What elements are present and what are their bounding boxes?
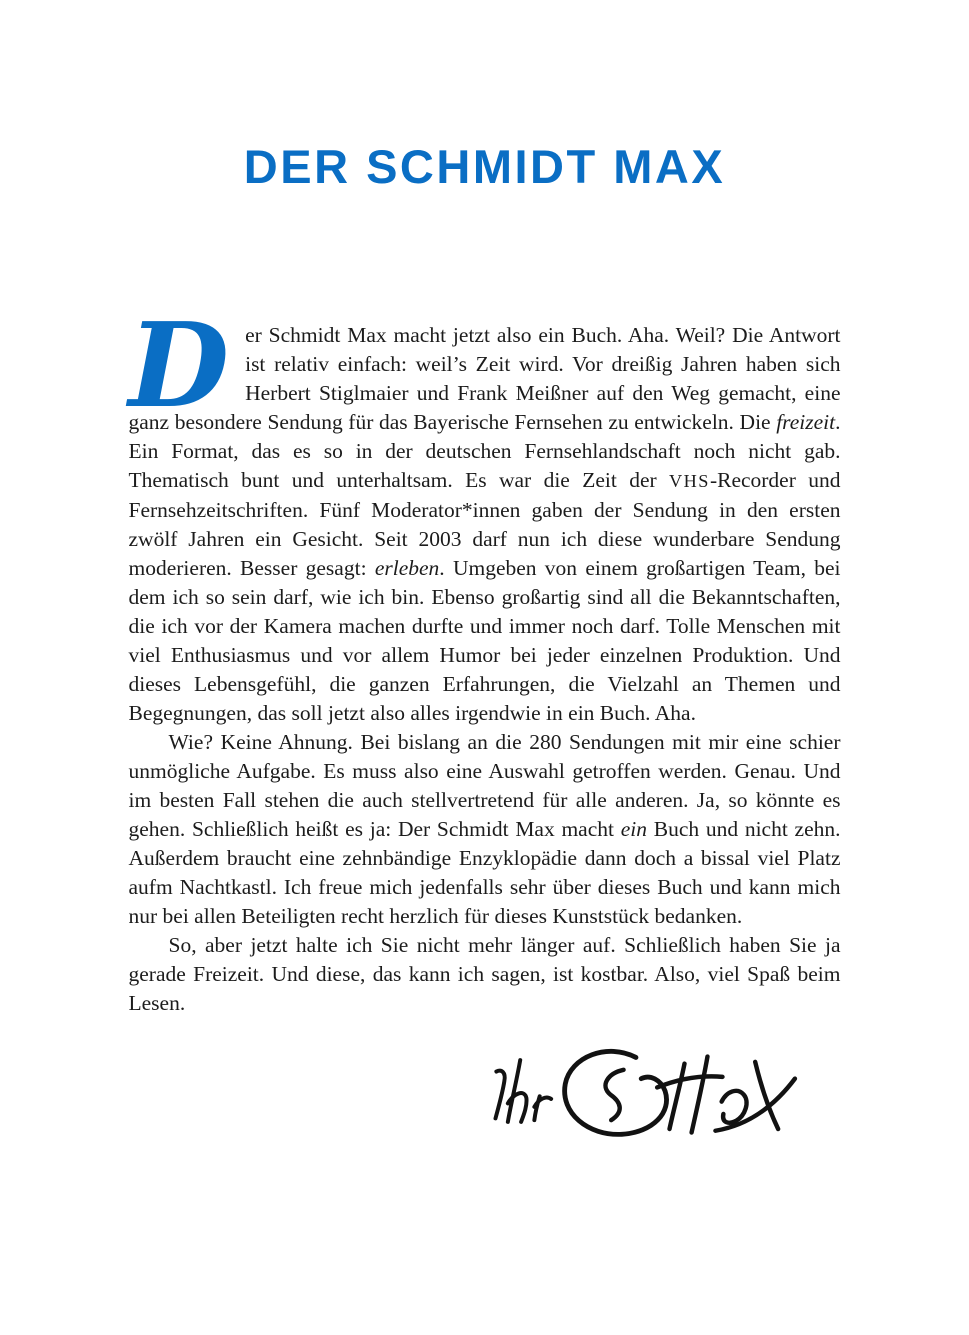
drop-cap: D	[128, 298, 230, 435]
text-segment: . Ein Format, das es so in der deutschen Fernsehlandschaft noch nicht gab. Thematisch bunt und unterhaltsam. Es war die Zeit der	[128, 410, 841, 493]
paragraph	[128, 298, 841, 728]
text-segment: . Umgeben von einem großartigen Team, bei dem ich so sein darf, wie ich bin. Ebenso großartig sind all die Bekanntschaften, die ich vor der Kamera machen durfte und immer noch darf. Tolle Menschen mit viel Enthusiasmus und vor allem Humor bei jeder einzelnen Produktion. Und dieses Lebensgefühl, die ganzen Erfahrungen, die Vielzahl an Themen und Begegnungen, das soll jetzt also alles irgendwie in ein Buch. Aha.	[128, 556, 841, 726]
page-title: DER SCHMIDT MAX	[243, 140, 726, 193]
text-segment: Wie? Keine Ahnung. Bei bislang an die 280 Sendungen mit mir eine schier unmögliche Aufgabe. Es muss also eine Auswahl getroffen werden. Genau. Und im besten Fall stehen die auch stellvertretend für alle anderen. Ja, so könnte es gehen. Schließlich heißt es ja: Der Schmidt Max macht	[128, 730, 841, 842]
text-segment: VHS	[669, 471, 710, 492]
text-segment: So, aber jetzt halte ich Sie nicht mehr länger auf. Schließlich haben Sie ja gerade Freizeit. Und diese, das kann ich sagen, ist kostbar. Also, viel Spaß beim Lesen.	[128, 933, 841, 1016]
signature-image	[467, 1038, 819, 1144]
text-segment: Buch und nicht zehn. Außerdem braucht eine zehnbändige Enzyklopädie dann doch a bissal viel Platz aufm Nachtkastl. Ich freue mich jedenfalls sehr über dieses Buch und kann mich nur bei allen Beteiligten recht herzlich für dieses Kunststück bedanken.	[128, 817, 841, 929]
paragraph	[129, 931, 841, 1018]
text-segment: ein	[620, 817, 647, 842]
text-segment: er Schmidt Max macht jetzt also ein Buch. Aha. Weil? Die Antwort ist relativ einfach: weil’s Zeit wird. Vor dreißig Jahren haben sich Herbert Stiglmaier und Frank Meißner auf den Weg gemacht, eine ganz besondere Sendung für das Bayerische Fernsehen zu entwickeln. Die	[128, 323, 841, 435]
body-text	[128, 298, 841, 1018]
text-segment: freizeit	[776, 410, 836, 435]
signature-block	[129, 1038, 841, 1144]
paragraph	[129, 728, 841, 931]
text-segment: -Recorder und Fernsehzeitschriften. Fünf Moderator*innen gaben der Sendung in den ersten zwölf Jahren ein Gesicht. Seit 2003 darf nun ich diese wunderbare Sendung moderieren. Besser gesagt:	[128, 468, 841, 581]
text-segment: erleben	[374, 556, 440, 581]
